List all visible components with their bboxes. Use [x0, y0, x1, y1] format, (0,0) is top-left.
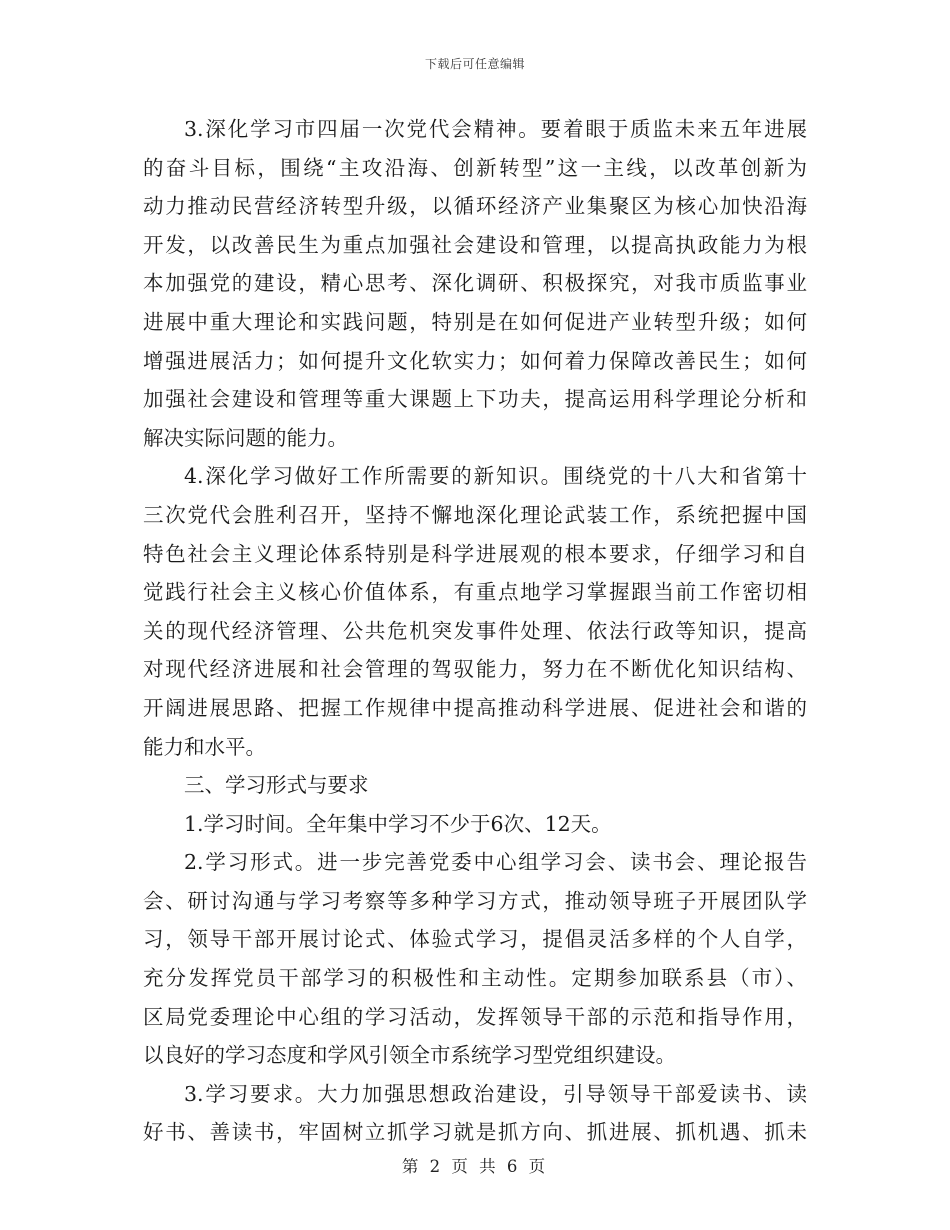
- paragraph-line: 增强进展活力；如何提升文化软实力；如何着力保障改善民生；如何: [143, 348, 807, 373]
- paragraph-line: 充分发挥党员干部学习的积极性和主动性。定期参加联系县（市）、: [143, 966, 807, 991]
- paragraph-line: 会、研讨沟通与学习考察等多种学习方式，推动领导班子开展团队学: [143, 888, 807, 913]
- paragraph-line: 加强社会建设和管理等重大课题上下功夫，提高运用科学理论分析和: [143, 387, 807, 412]
- paragraph-line: 开发，以改善民生为重点加强社会建设和管理，以提高执政能力为根: [143, 232, 807, 257]
- paragraph-line: 2.学习形式。进一步完善党委中心组学习会、读书会、理论报告: [184, 850, 807, 875]
- paragraph-line: 3.学习要求。大力加强思想政治建设，引导领导干部爱读书、读: [184, 1081, 807, 1106]
- paragraph-line: 以良好的学习态度和学风引领全市系统学习型党组织建设。: [143, 1043, 676, 1068]
- paragraph-line: 的奋斗目标，围绕“主攻沿海、创新转型”这一主线，以改革创新为: [143, 155, 807, 180]
- paragraph-line: 4.深化学习做好工作所需要的新知识。围绕党的十八大和省第十: [184, 464, 807, 489]
- paragraph-line: 动力推动民营经济转型升级，以循环经济产业集聚区为核心加快沿海: [143, 194, 807, 219]
- paragraph-line: 本加强党的建设，精心思考、深化调研、积极探究，对我市质监事业: [143, 271, 807, 296]
- paragraph-line: 能力和水平。: [143, 734, 266, 759]
- document-body: [143, 110, 807, 1152]
- paragraph-line: 区局党委理论中心组的学习活动，发挥领导干部的示范和指导作用，: [143, 1004, 807, 1029]
- paragraph-line: 1.学习时间。全年集中学习不少于6次、12天。: [184, 811, 612, 836]
- paragraph-line: 习，领导干部开展讨论式、体验式学习，提倡灵活多样的个人自学，: [143, 927, 807, 952]
- paragraph-line: 三次党代会胜利召开，坚持不懈地深化理论武装工作，系统把握中国: [143, 502, 807, 527]
- page-number: 第 2 页 共 6 页: [401, 1157, 549, 1176]
- paragraph-line: 特色社会主义理论体系特别是科学进展观的根本要求，仔细学习和自: [143, 541, 807, 566]
- paragraph-line: 觉践行社会主义核心价值体系，有重点地学习掌握跟当前工作密切相: [143, 580, 807, 605]
- paragraph-line: 开阔进展思路、把握工作规律中提高推动科学进展、促进社会和谐的: [143, 695, 807, 720]
- paragraph-line: 对现代经济进展和社会管理的驾驭能力，努力在不断优化知识结构、: [143, 657, 807, 682]
- page-header: 下载后可任意编辑: [424, 57, 525, 71]
- paragraph-line: 解决实际问题的能力。: [143, 425, 348, 450]
- section-heading: 三、学习形式与要求: [184, 773, 369, 798]
- paragraph-line: 3.深化学习市四届一次党代会精神。要着眼于质监未来五年进展: [184, 117, 807, 141]
- paragraph-line: 进展中重大理论和实践问题，特别是在如何促进产业转型升级；如何: [143, 309, 807, 334]
- paragraph-line: 好书、善读书，牢固树立抓学习就是抓方向、抓进展、抓机遇、抓未: [143, 1120, 807, 1145]
- paragraph-line: 关的现代经济管理、公共危机突发事件处理、依法行政等知识，提高: [143, 618, 807, 643]
